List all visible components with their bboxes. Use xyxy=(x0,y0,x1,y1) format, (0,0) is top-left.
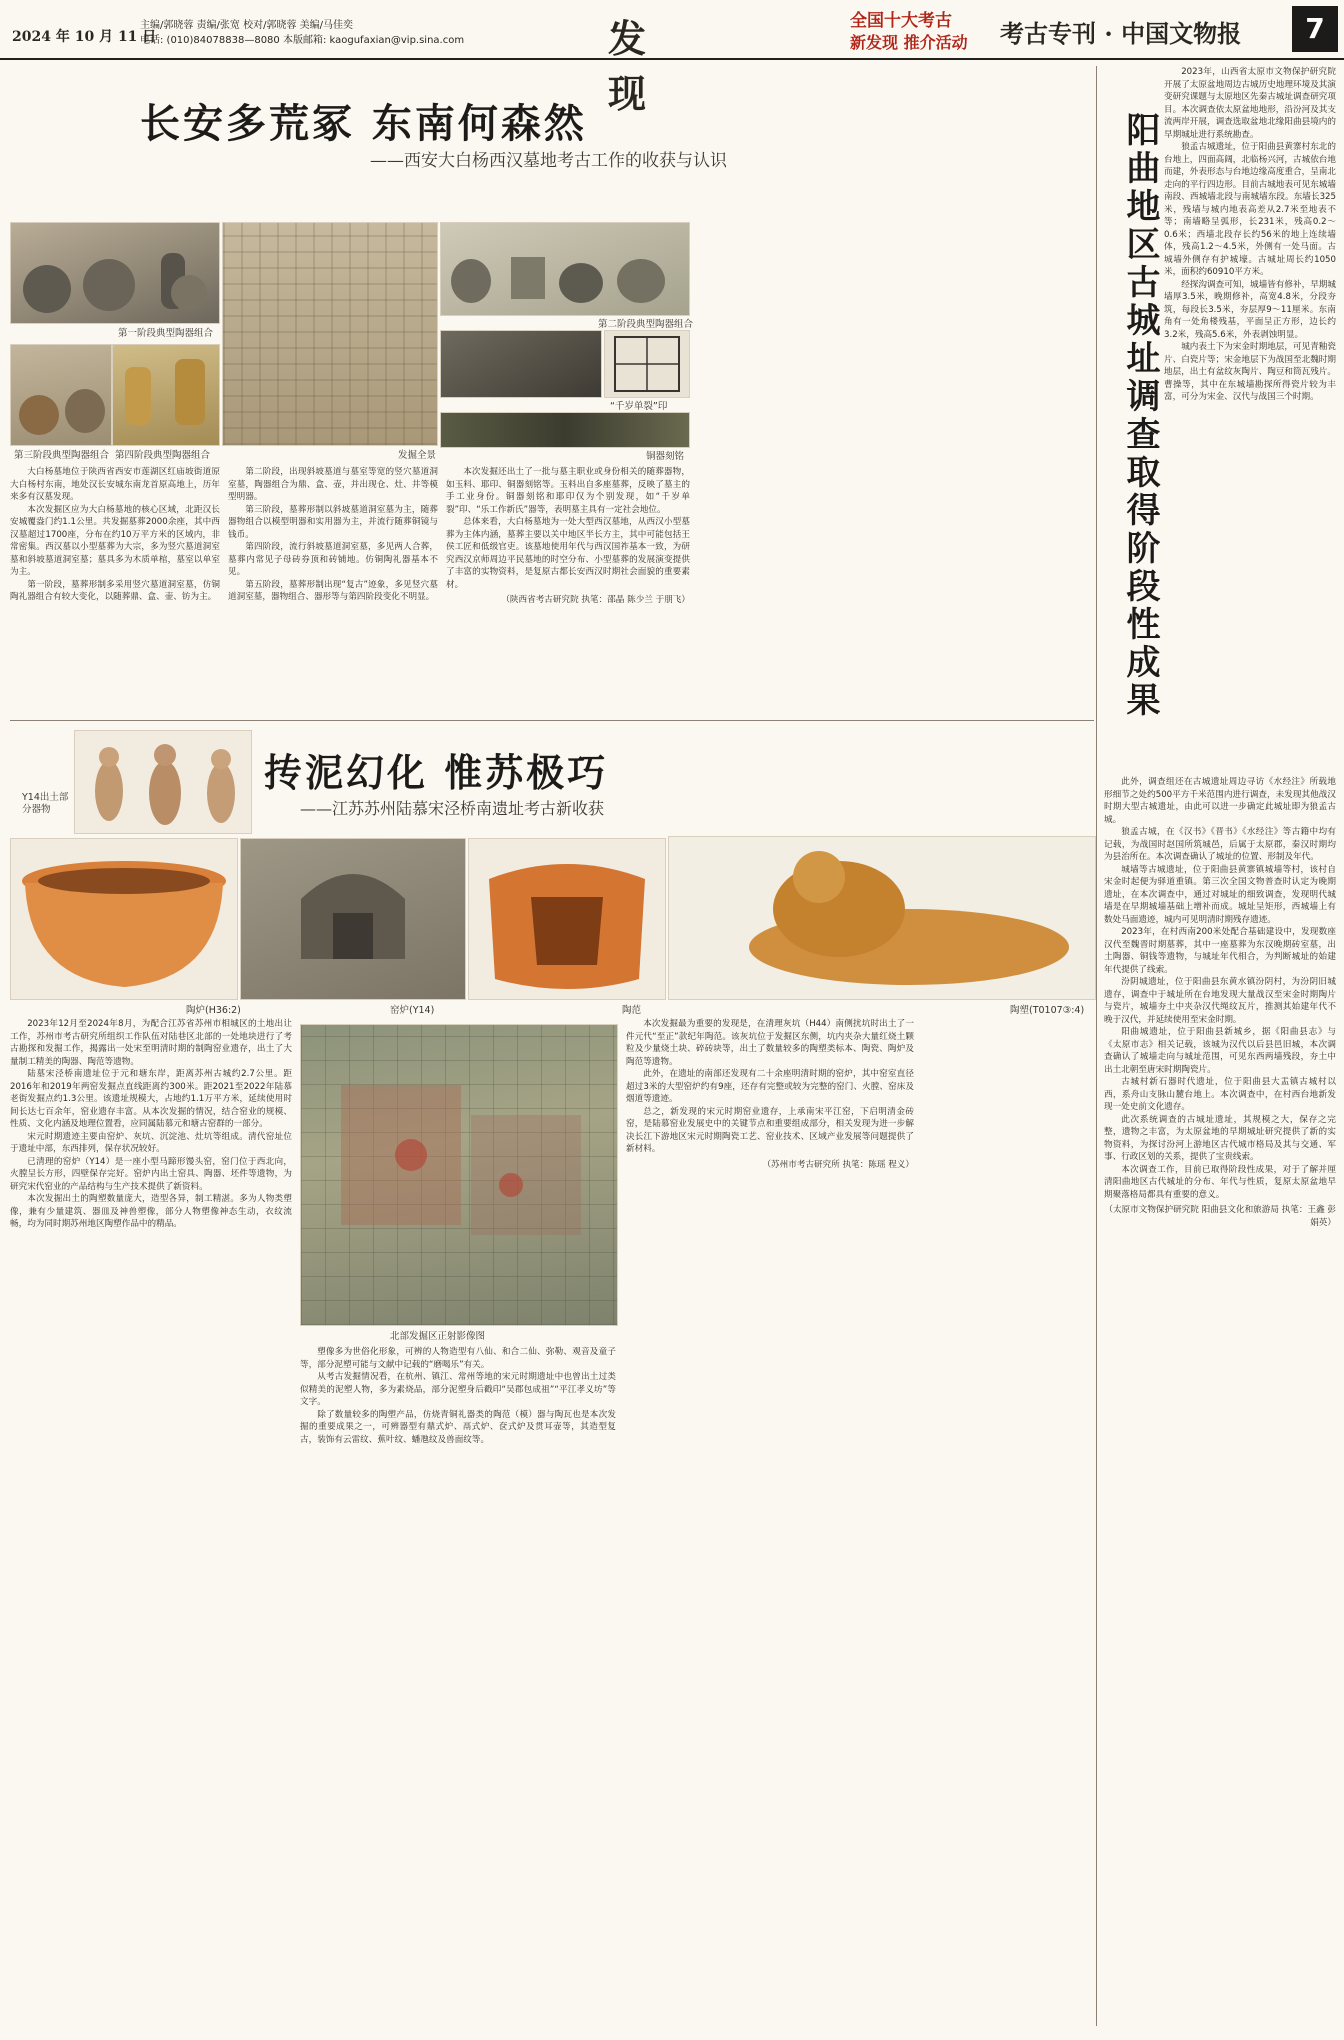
photo-caption: 铜器刻铭 xyxy=(646,451,685,462)
photo-caption: 陶塑(T0107③:4) xyxy=(1010,1005,1085,1016)
paragraph: 总之，新发现的宋元时期窑业遗存，上承南宋平江窑，下启明清金砖窑，是陆慕窑业发展史中的关键节点和重要组成部分，相关发现为进一步解决长江下游地区宋元时期陶瓷工艺、窑业技术、区域产业发展等问题提供了新材料。 xyxy=(626,1106,914,1154)
event-badge xyxy=(850,6,990,54)
paragraph: 此外，调查组还在古城遗址周边寻访《水经注》所载地形细节之处约500平方千米范围内进行调查，未发现其他战汉时期大型古城遗址，由此可以进一步确定此城址即为狼孟古城。 xyxy=(1104,777,1336,825)
pottery-photo-stage4 xyxy=(112,344,220,446)
article2-title: 抟泥幻化 惟苏极巧 xyxy=(264,750,609,795)
badge-line: 新发现 推介活动 xyxy=(850,33,968,52)
pottery-illustration xyxy=(441,223,689,315)
paragraph: 第一阶段，墓葬形制多采用竖穴墓道洞室墓，仿铜陶礼器组合有较大变化，以随葬鼎、盒、壶、钫为主。 xyxy=(10,579,220,602)
sculpture-illustration xyxy=(669,837,1095,999)
site-plan-image xyxy=(300,1024,618,1326)
photo-caption: 第三阶段典型陶器组合 xyxy=(14,450,110,461)
pottery-illustration xyxy=(11,345,111,445)
kiln-photo xyxy=(240,838,466,1000)
article1-title: 长安多荒冢 东南何森然 xyxy=(140,100,587,147)
mold-illustration xyxy=(469,839,665,999)
photo-caption: 第四阶段典型陶器组合 xyxy=(115,450,211,461)
figurine-illustration xyxy=(75,731,251,833)
photo-caption: 北部发掘区正射影像图 xyxy=(390,1331,486,1342)
paragraph: 已清理的窑炉（Y14）是一座小型马蹄形馒头窑，窑门位于西北向，火膛呈长方形，四壁保存完好。窑炉内出土窑具、陶器、坯件等遗物，为研究宋代窑业的产品结构与生产技术提供了新资料。 xyxy=(10,1156,292,1192)
paragraph: 古城村新石器时代遗址，位于阳曲县大盂镇古城村以西，系舟山支脉山麓台地上。本次调查中，在村西台地新发现一处史前文化遗存。 xyxy=(1104,1077,1336,1112)
sculpture-photo xyxy=(668,836,1096,1000)
page-number: 7 xyxy=(1292,6,1338,52)
photo-caption: Y14出土部分器物 xyxy=(22,792,69,815)
paragraph: 本次发掘区应为大白杨墓地的核心区域，北距汉长安城覆盎门约1.1公里。共发掘墓葬2000余座，其中西汉墓超过1700座，分布在约10万平方米的区域内，非常密集。西汉墓以小型墓葬为大宗，多为竖穴墓道洞室墓和斜坡墓道洞室墓；墓具多为木质单棺，墓室以单室为主。 xyxy=(10,504,220,577)
site-overview-photo xyxy=(222,222,438,446)
issue-date: 2024 年 10 月 11 日 xyxy=(12,29,157,45)
seal-impression xyxy=(604,330,690,398)
paragraph: 从考古发掘情况看，在杭州、镇江、常州等地的宋元时期遗址中也曾出土过类似精美的泥塑人物，多为素烧品，部分泥塑身后戳印“吴郡包成祖”“平江孝义坊”等文字。 xyxy=(300,1372,616,1407)
divider xyxy=(10,720,1094,721)
paragraph: 塑像多为世俗化形象，可辨的人物造型有八仙、和合二仙、弥勒、观音及童子等，部分泥塑可能与文献中记载的“磨喝乐”有关。 xyxy=(300,1347,616,1370)
article-signature: （太原市文物保护研究院 阳曲县文化和旅游局 执笔：王鑫 彭娟英） xyxy=(1104,1205,1336,1228)
editor-credits xyxy=(140,18,490,48)
seal-impression-icon xyxy=(605,331,689,397)
contact-line: 电话: (010)84078838—8080 本版邮箱: kaogufaxian@vip.sina.com xyxy=(140,35,465,46)
photo-caption: “千岁单裂”印 xyxy=(610,401,668,412)
paragraph: 狼孟古城遗址，位于阳曲县黄寨村东北的台地上，四面高阔，北临杨兴河，古城依台地而建，外表形态与台地边缘高度重合，呈南北走向的平行四边形。目前古城地表可见东城墙南段、西城墙北段与南城墙东段。东墙长325米，残墙与城内地表高差从2.7米至地表不等；南墙略呈弧形，长231米，残高0.2～0.6米；西墙北段存长约56米的地上连续墙体，残高1.2～4.5米，外侧有一处马面。古城墙外侧存有护城壕。古城址周长约1050米，面积约60910平方米。 xyxy=(1164,142,1336,277)
paragraph: 城墙等古城遗址，位于阳曲县黄寨镇城墙等村，该村自宋金时起便为驿道重镇。第三次全国文物普查时认定为晚期遗址，在本次调查中，通过对城址的细致调查，发现明代城墙是在早期城墙基础上增补而成。城址呈矩形，西城墙上有数处马面遗迹，城内可见明清时期残存遗迹。 xyxy=(1104,864,1336,925)
article2-subtitle: ——江苏苏州陆慕宋泾桥南遗址考古新收获 xyxy=(300,799,605,818)
pottery-photo-stage2 xyxy=(440,222,690,316)
figurine-photo xyxy=(74,730,252,834)
editor-credits-line: 主编/郭晓蓉 责编/张宽 校对/郭晓蓉 美编/马佳奕 xyxy=(140,20,354,31)
pottery-illustration xyxy=(11,223,219,323)
bronze-inscription-photo xyxy=(440,412,690,448)
article-signature: （陕西省考古研究院 执笔：邵晶 陈少兰 于朋飞） xyxy=(501,595,690,605)
paragraph: 2023年，山西省太原市文物保护研究院开展了太原盆地周边古城历史地理环境及其演变研究课题与太原地区先秦古城址调查研究项目。本次调查依太原盆地地形，沿汾河及其支流两岸开展，调查选取盆地北缘阳曲县境内的早期城址进行系统勘查。 xyxy=(1164,67,1336,140)
paragraph: 第四阶段，流行斜坡墓道洞室墓，多见两人合葬，墓葬内常见子母砖券顶和砖铺地。仿铜陶礼器基本不见。 xyxy=(228,542,438,577)
paragraph: 2023年，在村西南200米处配合基础建设中，发现数座汉代至魏晋时期墓葬，其中一座墓葬为东汉晚期砖室墓，出土陶器、铜钱等遗物，与城址年代相合，为判断城址的始建年代提供了线索。 xyxy=(1104,927,1336,975)
furnace-illustration xyxy=(11,839,237,999)
photo-caption: 发掘全景 xyxy=(398,450,437,461)
article2-column xyxy=(626,1018,914,2018)
article-signature: （苏州市考古研究所 执笔：陈瑶 程义） xyxy=(762,1159,914,1170)
photo-caption: 窑炉(Y14) xyxy=(390,1005,435,1016)
paragraph: 宋元时期遗迹主要由窑炉、灰坑、沉淀池、灶坑等组成。清代窑址位于遗址中部，东西排列，保存状况较好。 xyxy=(10,1131,292,1154)
paragraph: 第五阶段，墓葬形制出现“复古”迹象，多见竖穴墓道洞室墓，器物组合、器形等与第四阶段变化不明显。 xyxy=(228,579,438,602)
paragraph: 本次发掘出土的陶塑数量庞大，造型各异，制工精湛。多为人物类塑像，兼有少量建筑、器皿及神兽塑像，部分人物塑像神态生动，衣纹流畅，均为同时期苏州地区陶塑作品中的精品。 xyxy=(10,1194,292,1229)
newspaper-name: 考古专刊 · 中国文物报 xyxy=(1000,19,1242,48)
paragraph: 总体来看，大白杨墓地为一处大型西汉墓地，从西汉小型墓葬为主体内涵，墓葬主要以关中地区半长方主，其中可能包括王侯工匠和低级官吏。该墓地使用年代与西汉国祚基本一致，为研究西汉京师周边平民墓地的时空分布、小型墓葬的发展演变提供了丰富的实物资料，是复原古都长安西汉时期社会面貌的重要素材。 xyxy=(446,517,690,590)
paragraph: 第三阶段，墓葬形制以斜坡墓道洞室墓为主，随葬器物组合以模型明器和实用器为主，并流行随葬铜镜与钱币。 xyxy=(228,504,438,540)
photo-caption: 陶范 xyxy=(622,1005,642,1016)
article2-column xyxy=(300,1346,616,2018)
photo-caption: 陶炉(H36:2) xyxy=(186,1005,241,1016)
badge-line: 全国十大考古 xyxy=(850,11,952,31)
paragraph: 狼孟古城，在《汉书》《晋书》《水经注》等古籍中均有记载，为战国时赵国所筑城邑，后属于太原郡，秦汉时期均为县治所在。本次调查确认了城址的位置、形制及年代。 xyxy=(1104,827,1336,862)
section-title: 发 现 xyxy=(608,16,651,116)
article3-column xyxy=(1104,776,1336,2016)
article1-column xyxy=(10,466,220,716)
mold-photo xyxy=(468,838,666,1000)
paragraph: 大白杨墓地位于陕西省西安市莲湖区红庙坡街道原大白杨村东南，地处汉长安城东南龙首原高地上，历年来多有汉墓发现。 xyxy=(10,467,220,502)
article3-column xyxy=(1164,66,1336,766)
article1-column xyxy=(446,466,690,716)
site-plan-illustration xyxy=(301,1025,617,1325)
pottery-photo-stage3 xyxy=(10,344,112,446)
photo-caption: 第一阶段典型陶器组合 xyxy=(118,328,214,339)
paragraph: 本次发掘还出土了一批与墓主职业或身份相关的随葬器物，如玉料、耶印、铜器刻铭等。玉料出自多座墓葬，反映了墓主的手工业身份。铜器刻铭和耶印仅为个别发现，如“千岁单裂”印、“乐工作新氏”器等，表明墓主具有一定社会地位。 xyxy=(446,467,690,515)
paragraph: 此外，在遗址的南部还发现有二十余座明清时期的窑炉，其中窑室直径超过3米的大型窑炉约有9座，还存有完整或较为完整的窑门、火膛、窑床及烟道等遗迹。 xyxy=(626,1069,914,1104)
paragraph: 城内表土下为宋金时期地层，可见青釉瓷片、白瓷片等；宋金地层下为战国至北魏时期地层，出土有盆纹灰陶片、陶豆和筒瓦残片。曹操等，其中在东城墙勘探所得瓷片较为丰富，可分为宋金、汉代与战国三个时期。 xyxy=(1164,342,1336,402)
article1-column xyxy=(228,466,438,716)
paragraph: 陆墓宋泾桥南遗址位于元和塘东岸，距离苏州古城约2.7公里。距2016年和2019年两窑发掘点直线距离约300米。距2021至2022年陆慕老街发掘点约1.3公里。该遗址规模大，占地约1.1万平方米，延续使用时间长达七百余年，窑业遗存丰富。从本次发掘的情况，结合窑业的规模、性质、文化内涵及地理位置看，应同属陆慕元和塘古窑群的一部分。 xyxy=(10,1069,292,1129)
paragraph: 本次发掘最为重要的发现是，在清理灰坑（H44）南侧扰坑时出土了一件元代“至正”款纪年陶范。该灰坑位于发掘区东侧，坑内夹杂大量红烧土颗粒及少量烧土块、碎砖块等，出土了数量较多的陶塑类标本、陶瓷、陶炉及陶范等遗物。 xyxy=(626,1019,914,1067)
paragraph: 本次调查工作，目前已取得阶段性成果，对于了解并厘清阳曲地区古代城址的分布、年代与性质，复原太原盆地早期聚落格局都具有重要的意义。 xyxy=(1104,1164,1336,1200)
photo-caption: 第二阶段典型陶器组合 xyxy=(598,319,694,330)
paragraph: 阳曲城遗址，位于阳曲县新城乡，据《阳曲县志》与《太原市志》相关记载，该城为汉代以后县邑旧城，本次调查确认了城墙走向与城址范围，可见东西两墙残段，夯土中出土北朝至唐宋时期陶瓷片。 xyxy=(1104,1027,1336,1075)
pottery-illustration xyxy=(113,345,219,445)
kiln-furnace-photo xyxy=(10,838,238,1000)
article1-subtitle: ——西安大白杨西汉墓地考古工作的收获与认识 xyxy=(370,151,727,171)
pottery-photo-stage1 xyxy=(10,222,220,324)
article3-title: 阳曲地区古城址调查取得阶段性成果 xyxy=(1120,112,1160,720)
paragraph: 2023年12月至2024年8月，为配合江苏省苏州市相城区的土地出让工作，苏州市考古研究所组织工作队伍对陆巷区北部的一处地块进行了考古勘探和发掘工作，揭露出一处宋至明清时期的制陶窑业遗存，出土了大量制工精美的陶器、陶范等遗物。 xyxy=(10,1019,292,1067)
column-divider xyxy=(1096,66,1097,2026)
paragraph: 经探沟调查可知，城墙皆有修补，早期城墙厚3.5米，晚期修补，高宽4.8米，分段夯筑，每段长3.5米，夯层厚9～11厘米。东南角有一处角楼残基，平面呈正方形，边长约3.2米，残高5.6米，外表剥蚀明显。 xyxy=(1164,279,1336,340)
paragraph: 汾阴城遗址，位于阳曲县东黄水镇汾阴村，为汾阴旧城遗存，调查中于城址所在台地发现大量战汉至宋金时期陶片与瓷片，城墙夯土中夹杂汉代绳纹瓦片，推测其始建年代不晚于汉代，并延续使用至宋金时期。 xyxy=(1104,977,1336,1025)
kiln-illustration xyxy=(241,839,465,999)
article2-column xyxy=(10,1018,292,2018)
seal-photo xyxy=(440,330,602,398)
paragraph: 此次系统调查的古城址遗址，其规模之大，保存之完整，遗物之丰富，为太原盆地的早期城址研究提供了新的实物资料，为探讨汾河上游地区古代城市格局及其与交通、军事、行政区划的关系，提供了宝贵线索。 xyxy=(1104,1114,1336,1162)
paragraph: 除了数量较多的陶塑产品，仿烧青铜礼器类的陶范（模）器与陶瓦也是本次发掘的重要成果之一，可辨器型有鼎式炉、鬲式炉、奁式炉及贯耳壶等，其造型复古，装饰有云雷纹、蕉叶纹、蟠虺纹及兽面纹等。 xyxy=(300,1409,616,1445)
paragraph: 第二阶段，出现斜坡墓道与墓室等宽的竖穴墓道洞室墓，陶器组合为鼎、盒、壶，并出现仓、灶、井等模型明器。 xyxy=(228,467,438,502)
